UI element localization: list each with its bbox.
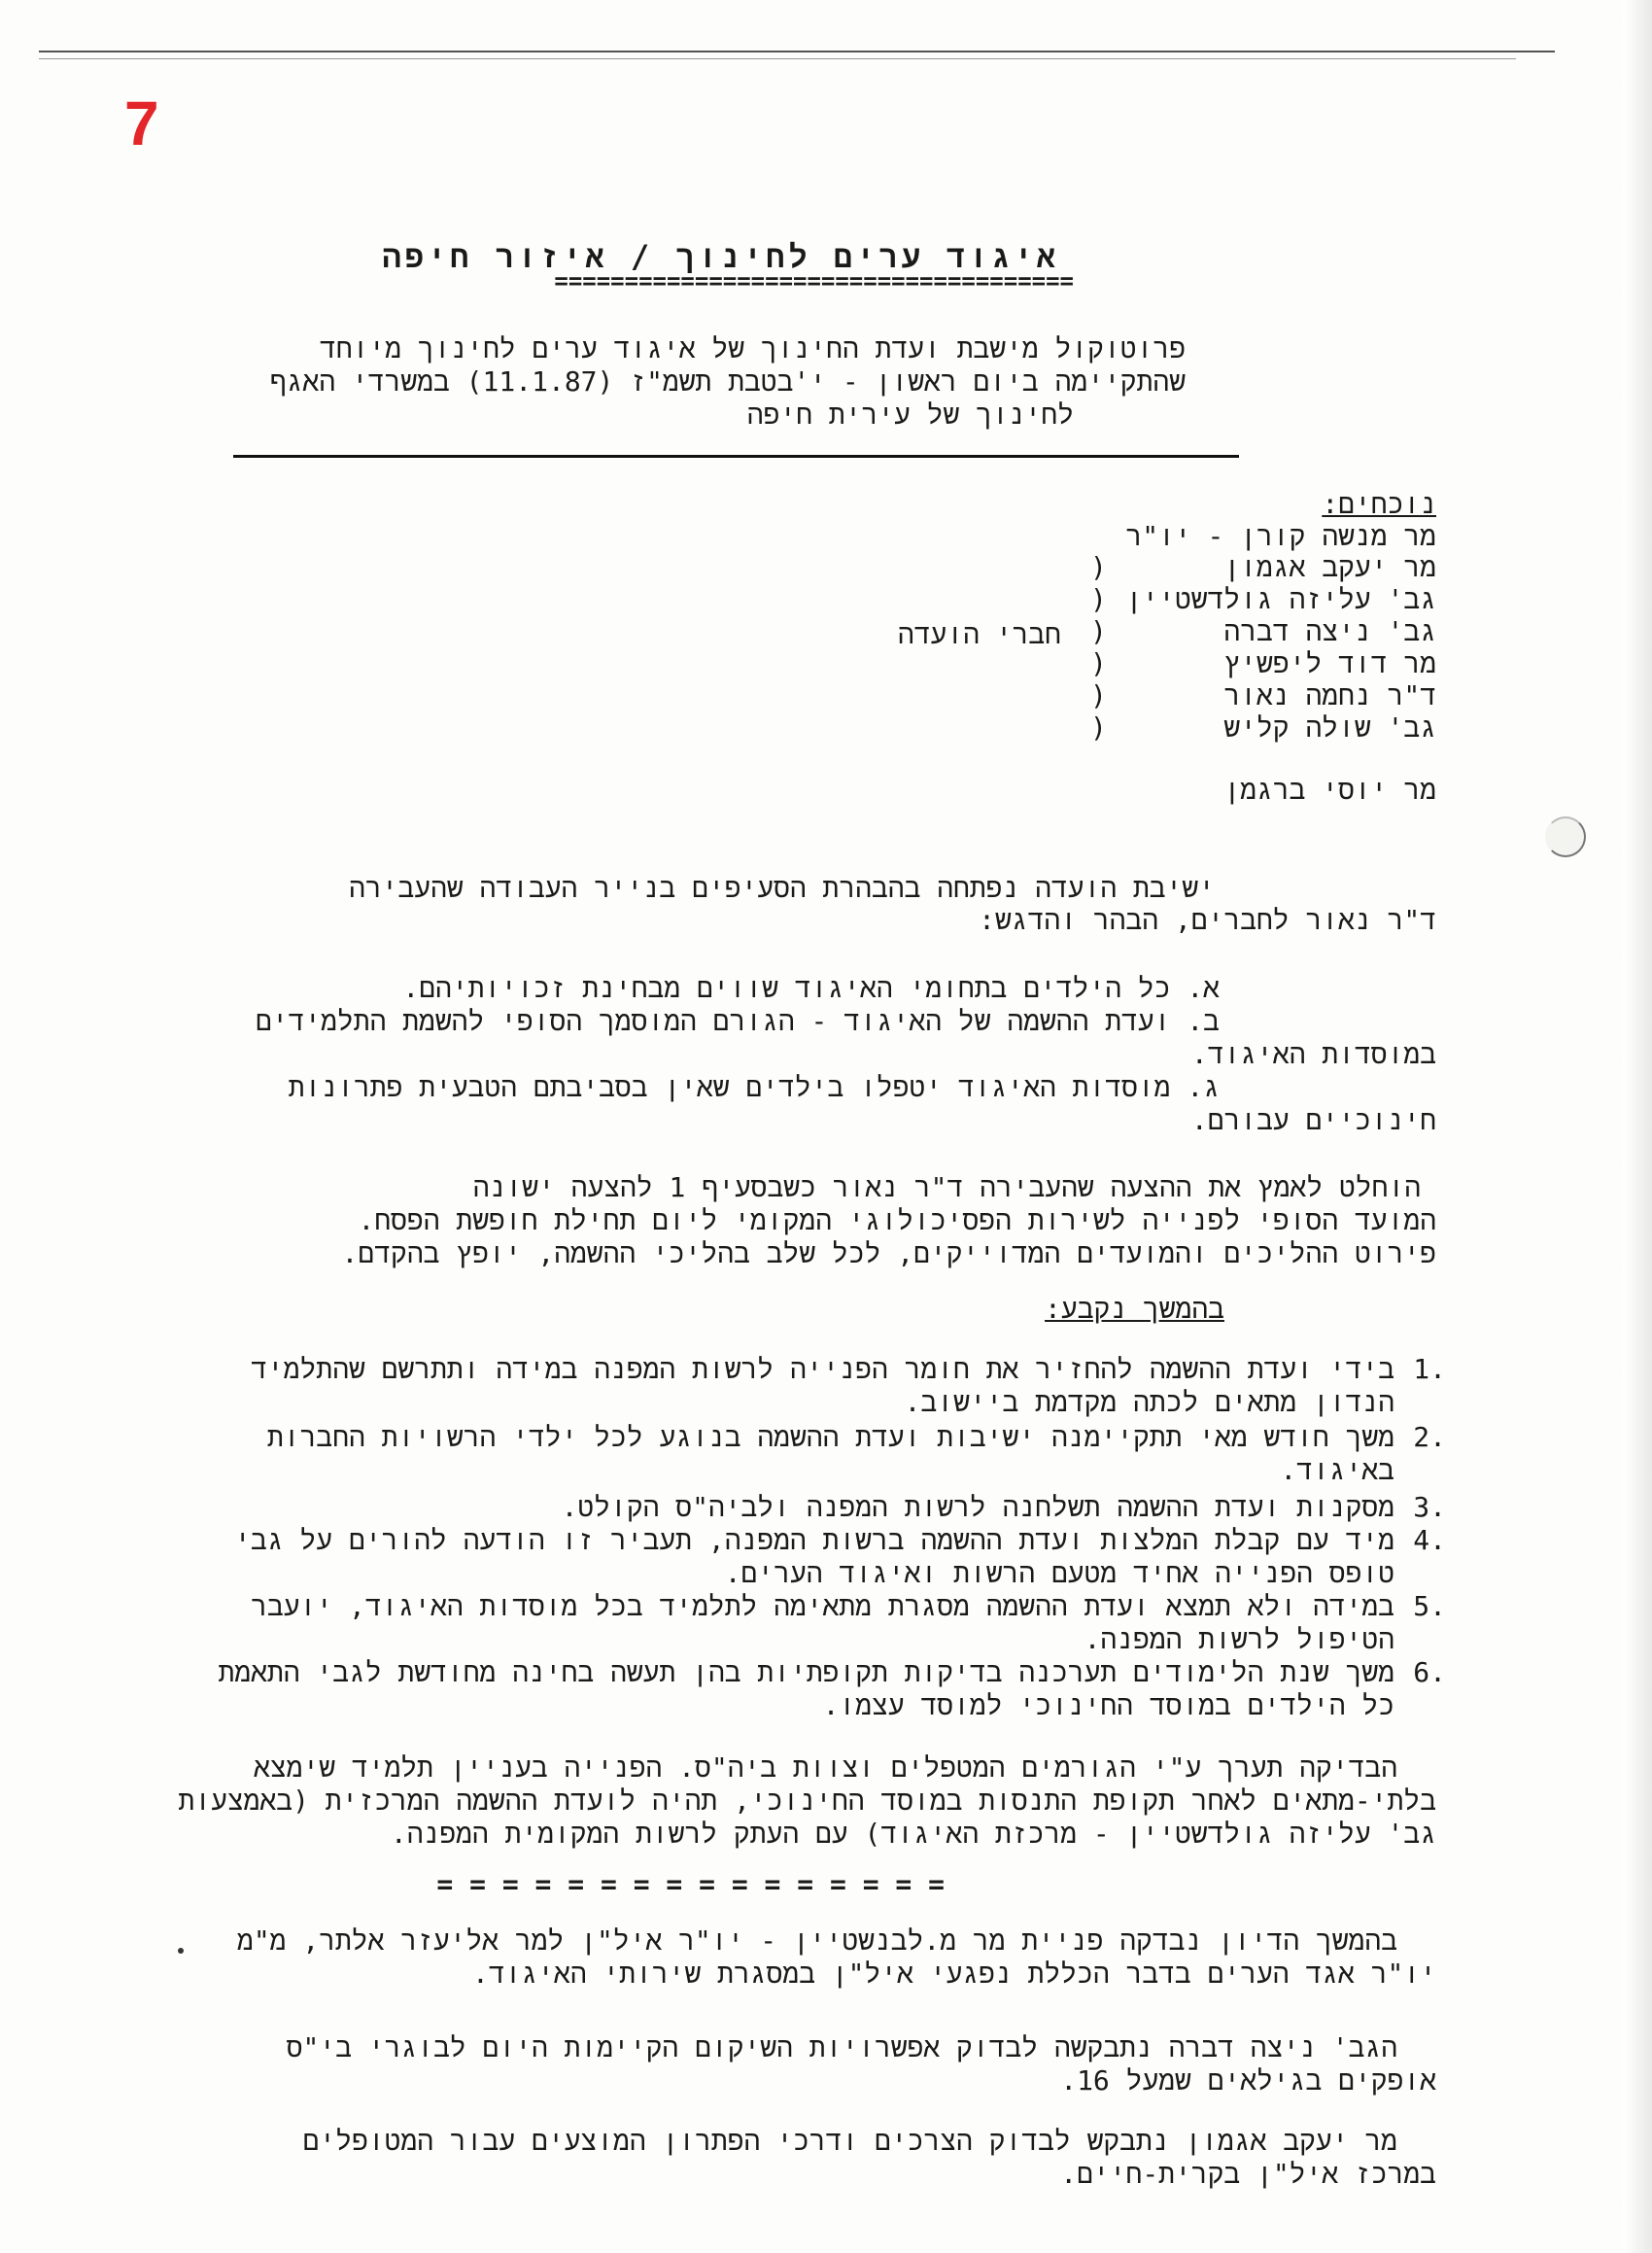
attendees-heading: נוכחים: [1322, 488, 1436, 520]
point-b: ב. ועדת ההשמה של האיגוד - הגורם המוסמך הסופי להשמת התלמידים [255, 1005, 1220, 1037]
item-4-line-2: טופס הפנייה אחיד מטעם הרשות ואיגוד הערים. [724, 1557, 1394, 1589]
title-underline: ===================================== [554, 267, 1074, 295]
item-2-line-2: באיגוד. [1280, 1454, 1394, 1486]
request-nitza-line-1: הגב' ניצה דברה נתבקשה לבדוק אפשרויות השיקום הקיימות היום לבוגרי בי"ס [286, 2031, 1397, 2063]
item-6-line-1: משך שנת הלימודים תערכנה בדיקות תקופתיות בהן תעשה בחינה מחודשת לגבי התאמת [218, 1656, 1394, 1688]
bracket-mark: ) [1090, 679, 1107, 711]
attendee-guest: מר יוסי ברגמן [1223, 774, 1436, 806]
bracket-mark: ) [1090, 583, 1107, 615]
opening-line-2: ד"ר נאור לחברים, הבהר והדגש: [979, 904, 1436, 936]
attendee-member: מר יעקב אגמון [1223, 551, 1436, 583]
opening-line-1: ישיבת הועדה נפתחה בהבהרת הסעיפים בנייר העבודה שהעבירה [349, 872, 1215, 904]
request-yaakov-line-2: במרכז איל"ן בקרית-חיים. [1060, 2158, 1436, 2190]
item-3-number: 3. [1413, 1491, 1446, 1523]
discussion-line-2: יו"ר אגד הערים בדבר הכללת נפגעי איל"ן במסגרת שירותי האיגוד. [471, 1958, 1436, 1990]
item-3-line-1: מסקנות ועדת ההשמה תשלחנה לרשות המפנה ולביה"ס הקולט. [561, 1491, 1394, 1523]
item-6-line-2: כל הילדים במוסד החינוכי למוסד עצמו. [822, 1689, 1394, 1721]
attendee-member: גב' עליזה גולדשטיין [1125, 583, 1436, 615]
item-4-number: 4. [1413, 1524, 1446, 1556]
review-line-3: גב' עליזה גולדשטיין - מרכזת האיגוד) עם העתק לרשות המקומית המפנה. [390, 1818, 1436, 1850]
point-a: א. כל הילדים בתחומי האיגוד שווים מבחינת זכויותיהם. [402, 972, 1220, 1004]
decision-line-2: המועד הסופי לפנייה לשירות הפסיכולוגי המקומי ליום תחילת חופשת הפסח. [358, 1204, 1436, 1236]
point-c: ג. מוסדות האיגוד יטפלו בילדים שאין בסביבתם הטבעית פתרונות [288, 1071, 1220, 1103]
attendee-member: גב' שולה קליש [1223, 711, 1436, 744]
decision-line-3: פירוט ההליכים והמועדים המדוייקים, לכל שלב בהליכי ההשמה, יופץ בהקדם. [341, 1237, 1436, 1269]
item-5-number: 5. [1413, 1590, 1446, 1622]
intro-line-2: שהתקיימה ביום ראשון - י'בטבת תשמ"ז (11.1.87) במשרדי האגף [269, 365, 1186, 398]
request-nitza-line-2: אופקים בגילאים שמעל 16. [1060, 2064, 1436, 2097]
attendee-chair: מר מנשה קורן - יו"ר [1125, 520, 1436, 552]
punch-hole [1545, 816, 1586, 857]
item-1-number: 1. [1413, 1353, 1446, 1385]
discussion-line-1: בהמשך הדיון נבדקה פניית מר מ.לבנשטיין - יו"ר איל"ן למר אליעזר אלתר, מ"מ [237, 1924, 1397, 1957]
item-6-number: 6. [1413, 1656, 1446, 1688]
point-b-cont: במוסדות האיגוד. [1190, 1038, 1436, 1070]
section-divider [233, 455, 1239, 458]
intro-line-3: לחינוך של עירית חיפה [746, 399, 1074, 431]
point-c-cont: חינוכיים עבורם. [1190, 1104, 1436, 1136]
intro-line-1: פרוטוקול מישבת ועדת החינוך של איגוד ערים לחינוך מיוחד [320, 332, 1186, 364]
decision-line-1: הוחלט לאמץ את ההצעה שהעבירה ד"ר נאור כשבסעיף 1 להצעה ישונה [472, 1171, 1421, 1203]
members-label: חברי הועדה [897, 618, 1061, 650]
item-2-number: 2. [1413, 1421, 1446, 1453]
paper-edge [1623, 0, 1652, 2253]
request-yaakov-line-1: מר יעקב אגמון נתבקש לבדוק הצרכים ודרכי הפתרון המוצעים עבור המטופלים [302, 2125, 1397, 2157]
attendee-member: מר דוד ליפשיץ [1223, 647, 1436, 679]
document-title: איגוד ערים לחינוך / איזור חיפה [382, 238, 1059, 275]
top-fold-line-2 [39, 58, 1516, 59]
section-separator: = = = = = = = = = = = = = = = = [436, 1868, 945, 1900]
bracket-mark: ) [1090, 711, 1107, 744]
item-1-line-2: הנדון מתאים לכתה מקדמת ביישוב. [904, 1386, 1394, 1418]
page-number: 7 [124, 88, 159, 158]
item-1-line-1: בידי ועדת ההשמה להחזיר את חומר הפנייה לרשות המפנה במידה ותתרשם שהתלמיד [251, 1353, 1394, 1385]
top-fold-line [39, 51, 1555, 52]
attendee-member: ד"ר נחמה נאור [1223, 679, 1436, 711]
ink-spot [178, 1948, 184, 1954]
item-5-line-1: במידה ולא תמצא ועדת ההשמה מסגרת מתאימה לתלמיד בכל מוסדות האיגוד, יועבר [251, 1590, 1394, 1622]
bracket-mark: ) [1090, 647, 1107, 679]
review-line-1: הבדיקה תערך ע"י הגורמים המטפלים וצוות ביה"ס. הפנייה בעניין תלמיד שימצא [254, 1751, 1397, 1784]
bracket-mark: ) [1090, 551, 1107, 583]
attendee-member: גב' ניצה דברה [1223, 615, 1436, 647]
item-2-line-1: משך חודש מאי תתקיימנה ישיבות ועדת ההשמה בנוגע לכל ילדי הרשויות החברות [267, 1421, 1394, 1453]
continuation-heading: בהמשך נקבע: [1045, 1293, 1224, 1325]
item-4-line-1: מיד עם קבלת המלצות ועדת ההשמה ברשות המפנה, תעביר זו הודעה להורים על גבי [234, 1524, 1394, 1556]
review-line-2: בלתי-מתאים לאחר תקופת התנסות במוסד החינוכי, תהיה לועדת ההשמה המרכזית (באמצעות [178, 1785, 1436, 1817]
bracket-mark: ) [1090, 615, 1107, 647]
item-5-line-2: הטיפול לרשות המפנה. [1084, 1623, 1394, 1655]
